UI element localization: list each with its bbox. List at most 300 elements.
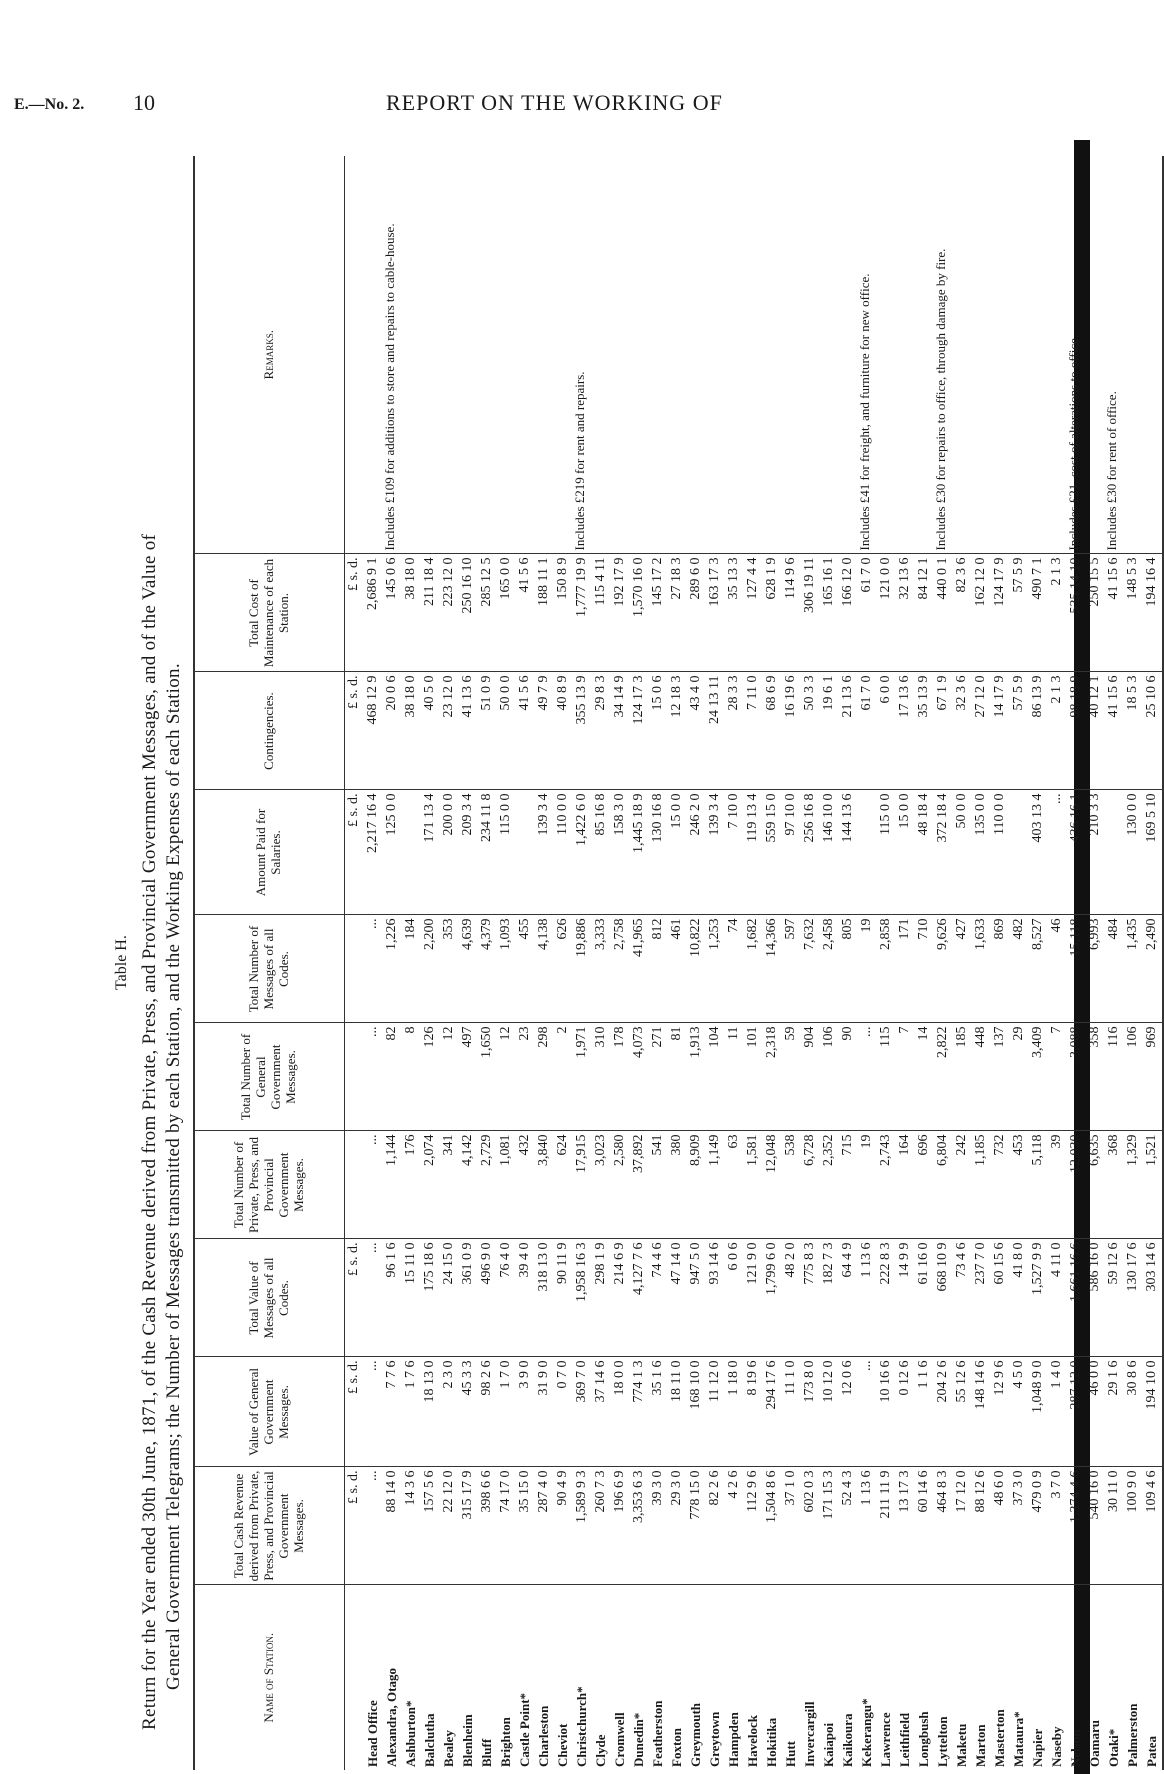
cell-total-value: 24 15 0 <box>440 1239 459 1357</box>
cell-contingencies: 15 0 6 <box>649 672 668 790</box>
cell-cash-revenue: 157 5 6 <box>421 1467 440 1585</box>
cell-general-gov-value: 18 11 0 <box>668 1357 687 1467</box>
cell-num-general: 11 <box>725 1023 744 1131</box>
cell-num-private: 3,023 <box>592 1131 611 1239</box>
cell-salaries: 125 0 0 <box>383 790 402 915</box>
cell-maintenance: 114 9 6 <box>782 554 801 672</box>
cell-contingencies: 14 17 9 <box>991 672 1010 790</box>
col-num-general: Total Number of General Government Messages. <box>194 1023 344 1131</box>
cell-salaries <box>402 790 421 915</box>
cell-contingencies: 20 0 6 <box>383 672 402 790</box>
cell-maintenance: 535 14 10 <box>1067 554 1086 672</box>
cell-num-all: 484 <box>1105 915 1124 1023</box>
cell-contingencies: 23 12 0 <box>440 672 459 790</box>
col-total-value: Total Value of Messages of all Codes. <box>194 1239 344 1357</box>
cell-general-gov-value: 12 0 6 <box>839 1357 858 1467</box>
cell-num-general: 106 <box>1124 1023 1143 1131</box>
cell-remark <box>421 156 440 554</box>
cell-num-all: 805 <box>839 915 858 1023</box>
cell-remark <box>1143 156 1163 554</box>
cell-general-gov-value: 148 14 6 <box>972 1357 991 1467</box>
cell-maintenance: 61 7 0 <box>858 554 877 672</box>
cell-num-private: 715 <box>839 1131 858 1239</box>
table-row <box>459 156 478 1770</box>
cell-station-name: Nelson <box>1068 1729 1083 1767</box>
cell-num-private: 3,840 <box>535 1131 554 1239</box>
cell-maintenance: 27 18 3 <box>668 554 687 672</box>
cell-maintenance: 166 12 0 <box>839 554 858 672</box>
table-row <box>668 156 687 1770</box>
col-general-gov-value: Value of General Government Messages. <box>194 1357 344 1467</box>
table-row <box>782 156 801 1770</box>
cell-num-general: 12 <box>440 1023 459 1131</box>
cell-num-all: 46 <box>1048 915 1067 1023</box>
table-row <box>820 156 839 1770</box>
cell-cash-revenue: 778 15 0 <box>687 1467 706 1585</box>
cell-num-private: 4,142 <box>459 1131 478 1239</box>
cell-num-all: 184 <box>402 915 421 1023</box>
cell-contingencies: 124 17 3 <box>630 672 649 790</box>
cell-contingencies: 50 0 0 <box>497 672 516 790</box>
table-row <box>1105 156 1124 1770</box>
cell-cash-revenue: 88 14 0 <box>383 1467 402 1585</box>
cell-contingencies: 61 7 0 <box>858 672 877 790</box>
lsd-label: £ s. d. <box>344 554 364 672</box>
cell-salaries: 50 0 0 <box>953 790 972 915</box>
table-row <box>1029 156 1048 1770</box>
cell-cash-revenue: 100 9 0 <box>1124 1467 1143 1585</box>
table-row <box>725 156 744 1770</box>
cell-num-all: 597 <box>782 915 801 1023</box>
cell-maintenance: 165 0 0 <box>497 554 516 672</box>
cell-num-all: 869 <box>991 915 1010 1023</box>
cell-salaries: 130 0 0 <box>1124 790 1143 915</box>
cell-num-private: 2,743 <box>877 1131 896 1239</box>
cell-general-gov-value: 369 7 0 <box>573 1357 592 1467</box>
cell-cash-revenue: 90 4 9 <box>554 1467 573 1585</box>
cell-num-all: 2,758 <box>611 915 630 1023</box>
cell-total-value: 93 14 6 <box>706 1239 725 1357</box>
cell-num-general: 185 <box>953 1023 972 1131</box>
cell-salaries: 15 0 0 <box>668 790 687 915</box>
cell-salaries <box>1105 790 1124 915</box>
cell-num-private: 1,081 <box>497 1131 516 1239</box>
cell-remark: Includes £219 for rent and repairs. <box>573 156 592 554</box>
table-row <box>611 156 630 1770</box>
cell-maintenance: 82 3 6 <box>953 554 972 672</box>
table-row <box>972 156 991 1770</box>
cell-maintenance: 2 1 3 <box>1048 554 1067 672</box>
cell-num-general: 106 <box>820 1023 839 1131</box>
cell-cash-revenue: 109 4 6 <box>1143 1467 1163 1585</box>
cell-num-general: 358 <box>1086 1023 1105 1131</box>
cell-num-general: 81 <box>668 1023 687 1131</box>
col-contingencies: Contingencies. <box>194 672 344 790</box>
table-row <box>839 156 858 1770</box>
cell-maintenance: 289 6 0 <box>687 554 706 672</box>
cell-num-general: 59 <box>782 1023 801 1131</box>
cell-cash-revenue: 29 3 0 <box>668 1467 687 1585</box>
cell-num-general: 2 <box>554 1023 573 1131</box>
cell-num-all: 41,965 <box>630 915 649 1023</box>
cell-general-gov-value: 37 14 6 <box>592 1357 611 1467</box>
cell-salaries: 115 0 0 <box>497 790 516 915</box>
cell-contingencies: 67 1 9 <box>934 672 953 790</box>
col-cash-revenue: Total Cash Revenue derived from Private, Press, and Provincial Government Messages. <box>194 1467 344 1585</box>
cell-general-gov-value: 774 1 3 <box>630 1357 649 1467</box>
cell-total-value: 60 15 6 <box>991 1239 1010 1357</box>
cell-maintenance: 41 5 6 <box>516 554 535 672</box>
table-row <box>1010 156 1029 1770</box>
cell-contingencies: 16 19 6 <box>782 672 801 790</box>
cell-salaries: 97 10 0 <box>782 790 801 915</box>
cell-station-name: Mataura* <box>1011 1711 1026 1767</box>
cell-salaries: 115 0 0 <box>877 790 896 915</box>
table-name: Table H. <box>113 935 130 990</box>
cell-contingencies: 43 4 0 <box>687 672 706 790</box>
cell-num-private: 2,074 <box>421 1131 440 1239</box>
cell-maintenance: 1,777 19 9 <box>573 554 592 672</box>
table-row <box>1067 156 1086 1770</box>
cell-total-value: 64 4 9 <box>839 1239 858 1357</box>
cell-cash-revenue: 211 11 9 <box>877 1467 896 1585</box>
col-num-all: Total Number of Messages of all Codes. <box>194 915 344 1023</box>
table-row <box>801 156 820 1770</box>
cell-num-general: 12 <box>497 1023 516 1131</box>
cell-total-value: 1,527 9 9 <box>1029 1239 1048 1357</box>
cell-station-name: Christchurch* <box>574 1686 589 1767</box>
cell-num-all: 4,639 <box>459 915 478 1023</box>
cell-general-gov-value: 12 9 6 <box>991 1357 1010 1467</box>
cell-general-gov-value: 1 4 0 <box>1048 1357 1067 1467</box>
cell-total-value: 1 13 6 <box>858 1239 877 1357</box>
cell-total-value: 74 4 6 <box>649 1239 668 1357</box>
cell-general-gov-value: 11 1 0 <box>782 1357 801 1467</box>
cell-num-private: 541 <box>649 1131 668 1239</box>
col-salaries: Amount Paid for Salaries. <box>194 790 344 915</box>
cell-remark <box>364 156 383 554</box>
table-row <box>763 156 782 1770</box>
cell-salaries <box>858 790 877 915</box>
cell-num-all: 1,253 <box>706 915 725 1023</box>
cell-cash-revenue: 602 0 3 <box>801 1467 820 1585</box>
cell-station-name: Bluff <box>479 1738 494 1767</box>
cell-station-name: Patea <box>1143 1585 1163 1770</box>
cell-cash-revenue: 14 3 6 <box>402 1467 421 1585</box>
cell-salaries: 210 3 3 <box>1086 790 1105 915</box>
cell-total-value: 48 2 0 <box>782 1239 801 1357</box>
table-row <box>744 156 763 1770</box>
cell-num-private: 1,185 <box>972 1131 991 1239</box>
table-body <box>364 156 1163 1770</box>
cell-salaries: 436 16 1 <box>1067 790 1086 915</box>
cell-station-name: Hutt <box>783 1741 798 1767</box>
cell-num-all: 626 <box>554 915 573 1023</box>
cell-num-all: 15,118 <box>1067 915 1086 1023</box>
cell-station-name: Masterton <box>992 1709 1007 1767</box>
cell-num-all: 1,682 <box>744 915 763 1023</box>
cell-total-value: 14 9 9 <box>896 1239 915 1357</box>
cell-total-value: 947 5 0 <box>687 1239 706 1357</box>
cell-num-general: 137 <box>991 1023 1010 1131</box>
cell-num-general: 310 <box>592 1023 611 1131</box>
cell-contingencies: 57 5 9 <box>1010 672 1029 790</box>
cell-cash-revenue: 35 15 0 <box>516 1467 535 1585</box>
table-row <box>687 156 706 1770</box>
cell-num-all: 2,458 <box>820 915 839 1023</box>
cell-contingencies: 7 11 0 <box>744 672 763 790</box>
cell-num-all: 482 <box>1010 915 1029 1023</box>
cell-maintenance: 163 17 3 <box>706 554 725 672</box>
cell-station-name: Cromwell <box>612 1712 627 1767</box>
cell-num-private: 1,521 <box>1143 1131 1163 1239</box>
cell-num-private: 39 <box>1048 1131 1067 1239</box>
col-remarks: Remarks. <box>194 156 344 554</box>
cell-remark <box>1048 156 1067 554</box>
cell-total-value: 41 8 0 <box>1010 1239 1029 1357</box>
cell-remark: Includes £109 for additions to store and repairs to cable-house. <box>383 156 402 554</box>
page-number: 10 <box>133 90 155 115</box>
cell-salaries: 139 3 4 <box>706 790 725 915</box>
cell-station-name: Leithfield <box>897 1712 912 1767</box>
cell-maintenance: 490 7 1 <box>1029 554 1048 672</box>
lsd-label: £ s. d. <box>344 790 364 915</box>
cell-num-private: 12,030 <box>1067 1131 1086 1239</box>
cell-station-name: Hokitika <box>764 1717 779 1767</box>
cell-general-gov-value: 45 3 3 <box>459 1357 478 1467</box>
cell-general-gov-value: 168 10 0 <box>687 1357 706 1467</box>
cell-general-gov-value: ... <box>364 1357 383 1467</box>
lsd-label: £ s. d. <box>344 1467 364 1585</box>
cell-remark <box>554 156 573 554</box>
cell-maintenance: 223 12 0 <box>440 554 459 672</box>
rotated-table-page <box>113 156 1159 1770</box>
cell-cash-revenue: 260 7 3 <box>592 1467 611 1585</box>
cell-total-value: 318 13 0 <box>535 1239 554 1357</box>
cell-num-all: 427 <box>953 915 972 1023</box>
cell-general-gov-value: 173 8 0 <box>801 1357 820 1467</box>
cell-maintenance: 41 15 6 <box>1105 554 1124 672</box>
cell-remark <box>1086 156 1105 554</box>
cell-general-gov-value: 204 2 6 <box>934 1357 953 1467</box>
cell-remark <box>459 156 478 554</box>
cell-general-gov-value: 46 0 0 <box>1086 1357 1105 1467</box>
cell-num-general: 101 <box>744 1023 763 1131</box>
cell-station-name: Oamaru <box>1087 1720 1102 1767</box>
cell-contingencies: 27 12 0 <box>972 672 991 790</box>
table-row <box>1143 156 1163 1770</box>
cell-cash-revenue: 39 3 0 <box>649 1467 668 1585</box>
cell-station-name: Napier <box>1030 1728 1045 1767</box>
cell-station-name: Marton <box>973 1724 988 1767</box>
cell-station-name: Castle Point* <box>517 1692 532 1767</box>
cell-total-value: 298 1 9 <box>592 1239 611 1357</box>
cell-cash-revenue: 52 4 3 <box>839 1467 858 1585</box>
cell-num-all: 3,333 <box>592 915 611 1023</box>
cell-general-gov-value: 1,048 9 0 <box>1029 1357 1048 1467</box>
cell-station-name: Hampden <box>726 1712 741 1767</box>
cell-num-private: 368 <box>1105 1131 1124 1239</box>
cell-station-name: Brighton <box>498 1717 513 1767</box>
cell-num-private: 341 <box>440 1131 459 1239</box>
cell-salaries: 1,422 6 0 <box>573 790 592 915</box>
cell-station-name: Lawrence <box>878 1712 893 1767</box>
cell-remark <box>649 156 668 554</box>
cell-num-all: 1,226 <box>383 915 402 1023</box>
cell-salaries: 110 0 0 <box>991 790 1010 915</box>
cell-num-private: 1,329 <box>1124 1131 1143 1239</box>
cell-remark <box>611 156 630 554</box>
lsd-units-row <box>344 156 364 1770</box>
cell-salaries: 234 11 8 <box>478 790 497 915</box>
col-maintenance: Total Cost of Maintenance of each Station. <box>194 554 344 672</box>
cell-maintenance: 440 0 1 <box>934 554 953 672</box>
cell-remark <box>839 156 858 554</box>
table-row <box>573 156 592 1770</box>
table-row <box>592 156 611 1770</box>
cell-remark <box>877 156 896 554</box>
table-row <box>953 156 972 1770</box>
cell-maintenance: 84 12 1 <box>915 554 934 672</box>
cell-total-value: 775 8 3 <box>801 1239 820 1357</box>
cell-station-name: Balclutha <box>422 1713 437 1767</box>
cell-station-name: Palmerston <box>1125 1703 1140 1767</box>
cell-remark: Includes £30 for rent of office. <box>1105 156 1124 554</box>
cell-num-all: 2,858 <box>877 915 896 1023</box>
cell-remark <box>516 156 535 554</box>
cell-contingencies: 49 7 9 <box>535 672 554 790</box>
cell-num-private: 1,144 <box>383 1131 402 1239</box>
cell-total-value: 4 11 0 <box>1048 1239 1067 1357</box>
cell-total-value: 175 18 6 <box>421 1239 440 1357</box>
cell-num-private: 2,580 <box>611 1131 630 1239</box>
cell-contingencies: 86 13 9 <box>1029 672 1048 790</box>
cell-general-gov-value: 10 16 6 <box>877 1357 896 1467</box>
cell-num-general: 969 <box>1143 1023 1163 1131</box>
cell-salaries <box>1010 790 1029 915</box>
cell-num-all: 171 <box>896 915 915 1023</box>
table-row <box>896 156 915 1770</box>
cell-num-private: 6,804 <box>934 1131 953 1239</box>
cell-maintenance: 32 13 6 <box>896 554 915 672</box>
cell-salaries: 146 10 0 <box>820 790 839 915</box>
cell-remark <box>440 156 459 554</box>
table-row <box>877 156 896 1770</box>
cell-general-gov-value: 29 1 6 <box>1105 1357 1124 1467</box>
cell-total-value: 182 7 3 <box>820 1239 839 1357</box>
cell-cash-revenue: 22 12 0 <box>440 1467 459 1585</box>
cell-station-name: Naseby <box>1049 1726 1064 1767</box>
cell-remark: Includes £41 for freight, and furniture for new office. <box>858 156 877 554</box>
cell-station-name: Clyde <box>593 1734 608 1767</box>
cell-maintenance: 35 13 3 <box>725 554 744 672</box>
cell-general-gov-value: 35 1 6 <box>649 1357 668 1467</box>
lsd-label: £ s. d. <box>344 1239 364 1357</box>
cell-station-name: Head Office <box>365 1700 380 1767</box>
cell-total-value: 130 17 6 <box>1124 1239 1143 1357</box>
cell-remark <box>1124 156 1143 554</box>
cell-total-value: 96 1 6 <box>383 1239 402 1357</box>
cell-total-value: 1,661 16 6 <box>1067 1239 1086 1357</box>
cell-remark <box>896 156 915 554</box>
table-row <box>421 156 440 1770</box>
cell-num-all: 10,822 <box>687 915 706 1023</box>
cell-total-value: 1,958 16 3 <box>573 1239 592 1357</box>
cell-station-name: Greytown <box>707 1711 722 1767</box>
cell-num-private: 696 <box>915 1131 934 1239</box>
cell-remark <box>687 156 706 554</box>
table-row <box>706 156 725 1770</box>
cell-maintenance: 145 17 2 <box>649 554 668 672</box>
table-row <box>364 156 383 1770</box>
cell-station-name: Cheviot <box>555 1723 570 1767</box>
cell-remark <box>763 156 782 554</box>
cell-salaries: 119 13 4 <box>744 790 763 915</box>
cell-maintenance: 2,686 9 1 <box>364 554 383 672</box>
table-row <box>915 156 934 1770</box>
cell-general-gov-value: 1 7 0 <box>497 1357 516 1467</box>
cell-num-all: 19 <box>858 915 877 1023</box>
cell-num-private: 624 <box>554 1131 573 1239</box>
cell-station-name: Alexandra, Otago <box>384 1668 399 1767</box>
cell-num-all: 1,093 <box>497 915 516 1023</box>
table-row <box>402 156 421 1770</box>
cell-num-general: 116 <box>1105 1023 1124 1131</box>
cell-contingencies: 32 3 6 <box>953 672 972 790</box>
cell-contingencies: 28 3 3 <box>725 672 744 790</box>
cell-remark <box>668 156 687 554</box>
cell-num-general: 1,971 <box>573 1023 592 1131</box>
cell-cash-revenue: 196 6 9 <box>611 1467 630 1585</box>
cell-station-name: Bealey <box>441 1730 456 1767</box>
cell-maintenance: 250 16 10 <box>459 554 478 672</box>
cell-maintenance: 145 0 6 <box>383 554 402 672</box>
returns-table <box>193 156 1164 1770</box>
cell-cash-revenue: 1 13 6 <box>858 1467 877 1585</box>
cell-num-general: ... <box>858 1023 877 1131</box>
cell-total-value: 59 12 6 <box>1105 1239 1124 1357</box>
cell-station-name: Otaki* <box>1106 1728 1121 1767</box>
cell-maintenance: 628 1 9 <box>763 554 782 672</box>
cell-contingencies: 35 13 9 <box>915 672 934 790</box>
cell-cash-revenue: 4 2 6 <box>725 1467 744 1585</box>
cell-general-gov-value: 18 13 0 <box>421 1357 440 1467</box>
cell-cash-revenue: 171 15 3 <box>820 1467 839 1585</box>
cell-station-name: Dunedin* <box>631 1712 646 1767</box>
cell-num-general: 104 <box>706 1023 725 1131</box>
cell-total-value: 222 8 3 <box>877 1239 896 1357</box>
cell-num-all: 1,435 <box>1124 915 1143 1023</box>
cell-num-general: 178 <box>611 1023 630 1131</box>
cell-contingencies: 40 8 9 <box>554 672 573 790</box>
cell-salaries: 130 16 8 <box>649 790 668 915</box>
cell-salaries: 158 3 0 <box>611 790 630 915</box>
cell-remark <box>402 156 421 554</box>
cell-contingencies: 34 14 9 <box>611 672 630 790</box>
cell-num-general: 271 <box>649 1023 668 1131</box>
cell-num-all: 14,366 <box>763 915 782 1023</box>
cell-num-general: 82 <box>383 1023 402 1131</box>
table-row <box>478 156 497 1770</box>
cell-num-private: 17,915 <box>573 1131 592 1239</box>
cell-salaries <box>516 790 535 915</box>
cell-remark <box>725 156 744 554</box>
cell-num-private: 732 <box>991 1131 1010 1239</box>
running-title: REPORT ON THE WORKING OF <box>386 90 723 115</box>
cell-num-private: 2,352 <box>820 1131 839 1239</box>
cell-num-all: 2,200 <box>421 915 440 1023</box>
cell-cash-revenue: 1,589 9 3 <box>573 1467 592 1585</box>
